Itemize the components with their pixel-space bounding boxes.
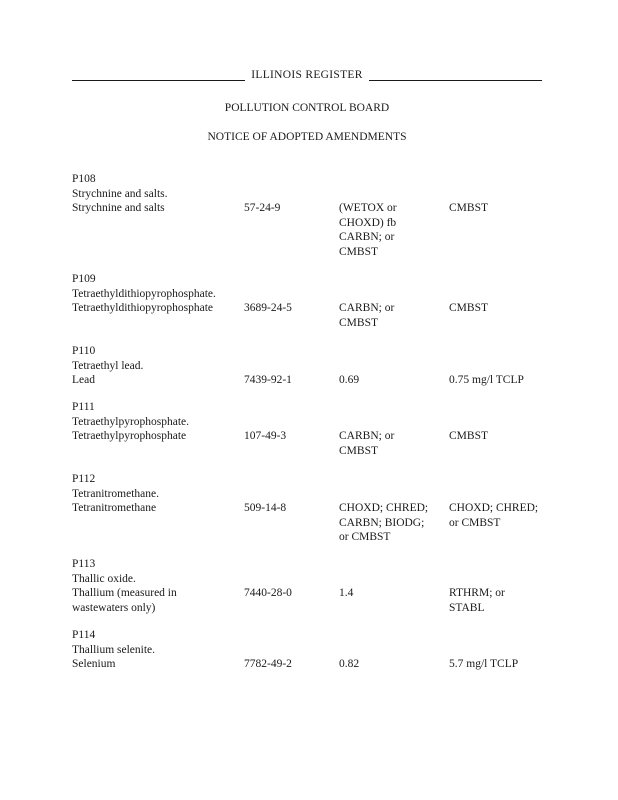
wastewater-standard: CARBN; or CMBST [339, 302, 395, 329]
waste-entry-p110 [72, 344, 552, 386]
waste-description: Tetraethyl lead. [72, 359, 144, 372]
constituent-name: Strychnine and salts [72, 202, 165, 214]
constituent-name: Tetraethyldithiopyrophosphate [72, 302, 213, 314]
wastewater-standard: CHOXD; CHRED; CARBN; BIODG; or CMBST [339, 502, 429, 543]
constituent-name: Lead [72, 374, 95, 386]
nonwastewater-standard: CMBST [449, 302, 488, 314]
register-title: ILLINOIS REGISTER [245, 69, 368, 81]
constituent-name: Selenium [72, 658, 116, 670]
cas-number: 107-49-3 [244, 430, 287, 442]
wastewater-standard: 0.82 [339, 658, 360, 670]
waste-entry-p111 [72, 400, 552, 457]
cas-number: 7439-92-1 [244, 374, 292, 386]
wastewater-standard: 1.4 [339, 587, 354, 599]
waste-description: Tetraethyldithiopyrophosphate. [72, 287, 216, 300]
constituent-name: Thallium (measured in wastewaters only) [72, 587, 177, 614]
waste-entry-p112 [72, 472, 552, 543]
waste-code: P114 [72, 629, 96, 641]
cas-number: 7440-28-0 [244, 587, 292, 599]
waste-entry-p113 [72, 557, 552, 614]
waste-description: Tetraethylpyrophosphate. [72, 415, 190, 428]
waste-entry-p114 [72, 628, 552, 670]
waste-description: Thallic oxide. [72, 572, 136, 585]
nonwastewater-standard: CHOXD; CHRED; or CMBST [449, 502, 539, 529]
waste-code: P111 [72, 401, 95, 413]
nonwastewater-standard: 0.75 mg/l TCLP [449, 374, 524, 386]
nonwastewater-standard: CMBST [449, 202, 488, 214]
waste-code: P113 [72, 558, 96, 570]
constituent-name: Tetranitromethane [72, 502, 157, 514]
cas-number: 3689-24-5 [244, 302, 292, 314]
waste-code: P109 [72, 273, 96, 285]
waste-code: P112 [72, 473, 96, 485]
cas-number: 57-24-9 [244, 202, 281, 214]
register-header [72, 68, 542, 82]
constituent-name: Tetraethylpyrophosphate [72, 430, 187, 442]
nonwastewater-standard: 5.7 mg/l TCLP [449, 658, 519, 670]
wastewater-standard: CARBN; or CMBST [339, 430, 395, 457]
cas-number: 509-14-8 [244, 502, 287, 514]
cas-number: 7782-49-2 [244, 658, 292, 670]
wastewater-standard: (WETOX or CHOXD) fb CARBN; or CMBST [339, 202, 397, 258]
waste-description: Thallium selenite. [72, 643, 156, 656]
waste-code: P110 [72, 345, 96, 357]
waste-description: Strychnine and salts. [72, 187, 168, 200]
waste-entry-p108 [72, 172, 552, 258]
nonwastewater-standard: RTHRM; or STABL [449, 587, 505, 614]
nonwastewater-standard: CMBST [449, 430, 488, 442]
waste-description: Tetranitromethane. [72, 487, 160, 500]
waste-code: P108 [72, 173, 96, 185]
notice-title: NOTICE OF ADOPTED AMENDMENTS [207, 131, 407, 143]
wastewater-standard: 0.69 [339, 374, 360, 386]
board-title: POLLUTION CONTROL BOARD [224, 102, 390, 114]
waste-entry-p109 [72, 272, 552, 329]
